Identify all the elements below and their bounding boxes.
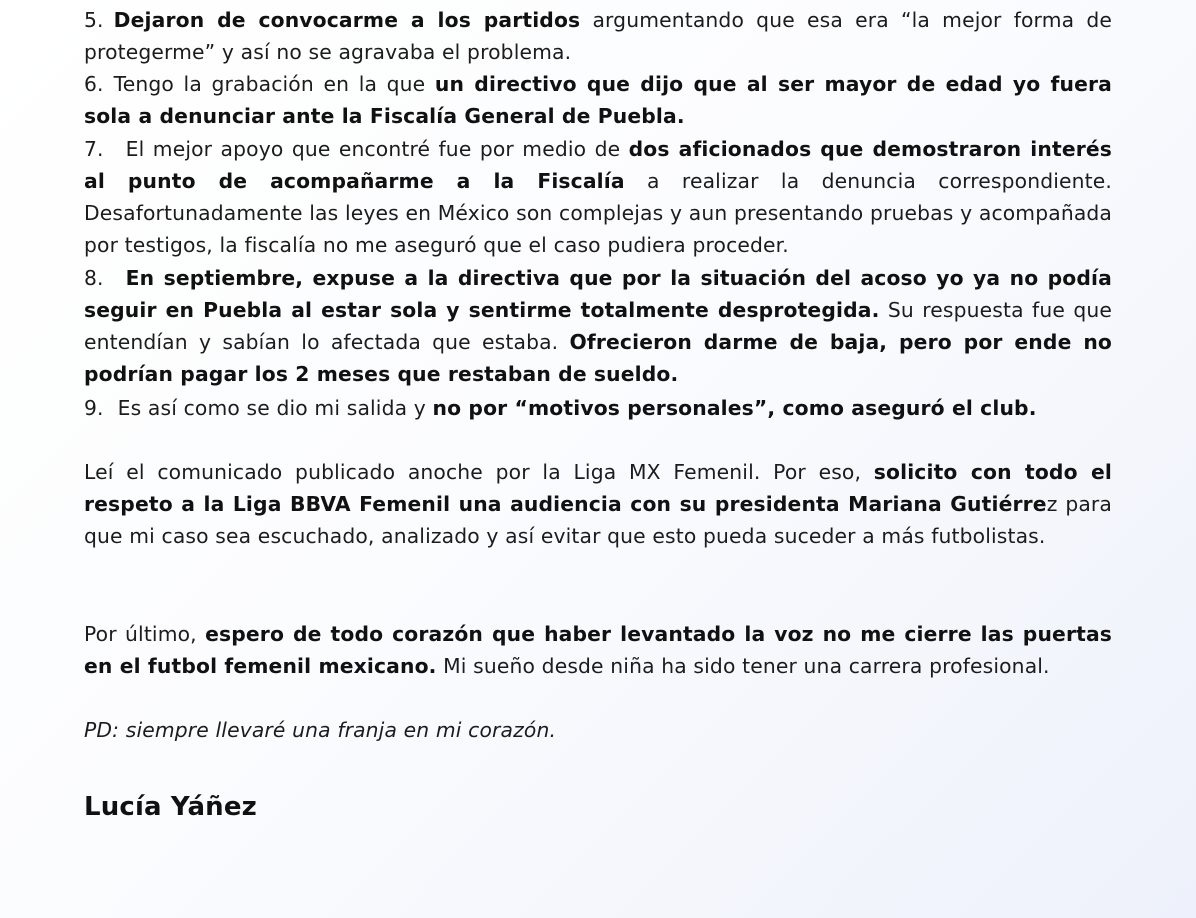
item-text-bold: dos aficionados que demostraron interés al punto de acompañarme a la Fiscalía <box>84 137 1112 193</box>
paragraph-text: z para que mi caso sea escuchado, analizado y así evitar que esto pueda suceder a más futbolistas. <box>84 492 1113 548</box>
item-text-bold: un directivo que dijo que al ser mayor de edad yo fuera sola a denunciar ante la Fiscalía General de Puebla. <box>84 72 1112 128</box>
item-text: a realizar la denuncia correspondiente. Desafortunadamente las leyes en México son complejas y aun presentando pruebas y acompañada por testigos, la fiscalía no me aseguró que el caso pudiera proceder. <box>84 169 1112 257</box>
item-text: argumentando que esa era “la mejor forma de protegerme” y así no se agravaba el problema. <box>84 8 1113 64</box>
item-number: 8. <box>84 266 104 290</box>
list-item-8 <box>84 262 1112 390</box>
item-text: El mejor apoyo que encontré fue por medio de <box>125 137 629 161</box>
paragraph-text: Por último, <box>84 622 206 646</box>
item-text: Es así como se dio mi salida y <box>117 396 433 420</box>
item-text-bold: Ofrecieron darme de baja, pero por ende no podrían pagar los 2 meses que restaban de sueldo. <box>84 330 1112 386</box>
list-item-7 <box>84 133 1112 261</box>
item-text: Tengo la grabación en la que <box>113 72 435 96</box>
postscript: PD: siempre llevaré una franja en mi corazón. <box>84 718 557 742</box>
item-text: Su respuesta fue que entendían y sabían lo afectada que estaba. <box>84 298 1113 354</box>
item-number: 5. <box>84 8 104 32</box>
signature: Lucía Yáñez <box>84 792 257 822</box>
paragraph-request <box>84 456 1112 552</box>
paragraph-text-bold: espero de todo corazón que haber levantado la voz no me cierre las puertas en el futbol femenil mexicano. <box>84 622 1112 678</box>
item-text-bold: no por “motivos personales”, como aseguró el club. <box>432 396 1037 420</box>
item-number: 7. <box>84 137 104 161</box>
paragraph-text: Mi sueño desde niña ha sido tener una carrera profesional. <box>436 654 1050 678</box>
list-item-9 <box>84 392 1112 424</box>
item-number: 9. <box>84 396 104 420</box>
list-item-5 <box>84 4 1112 68</box>
item-text-bold: Dejaron de convocarme a los partidos <box>113 8 581 32</box>
item-number: 6. <box>84 72 104 96</box>
item-text-bold: En septiembre, expuse a la directiva que por la situación del acoso yo ya no podía seguir en Puebla al estar sola y sentirme totalmente desprotegida. <box>84 266 1112 322</box>
paragraph-text: Leí el comunicado publicado anoche por la Liga MX Femenil. Por eso, <box>84 460 874 484</box>
paragraph-closing <box>84 618 1112 682</box>
list-item-6 <box>84 68 1112 132</box>
paragraph-text-bold: solicito con todo el respeto a la Liga BBVA Femenil una audiencia con su presidenta Mariana Gutiérre <box>84 460 1113 516</box>
